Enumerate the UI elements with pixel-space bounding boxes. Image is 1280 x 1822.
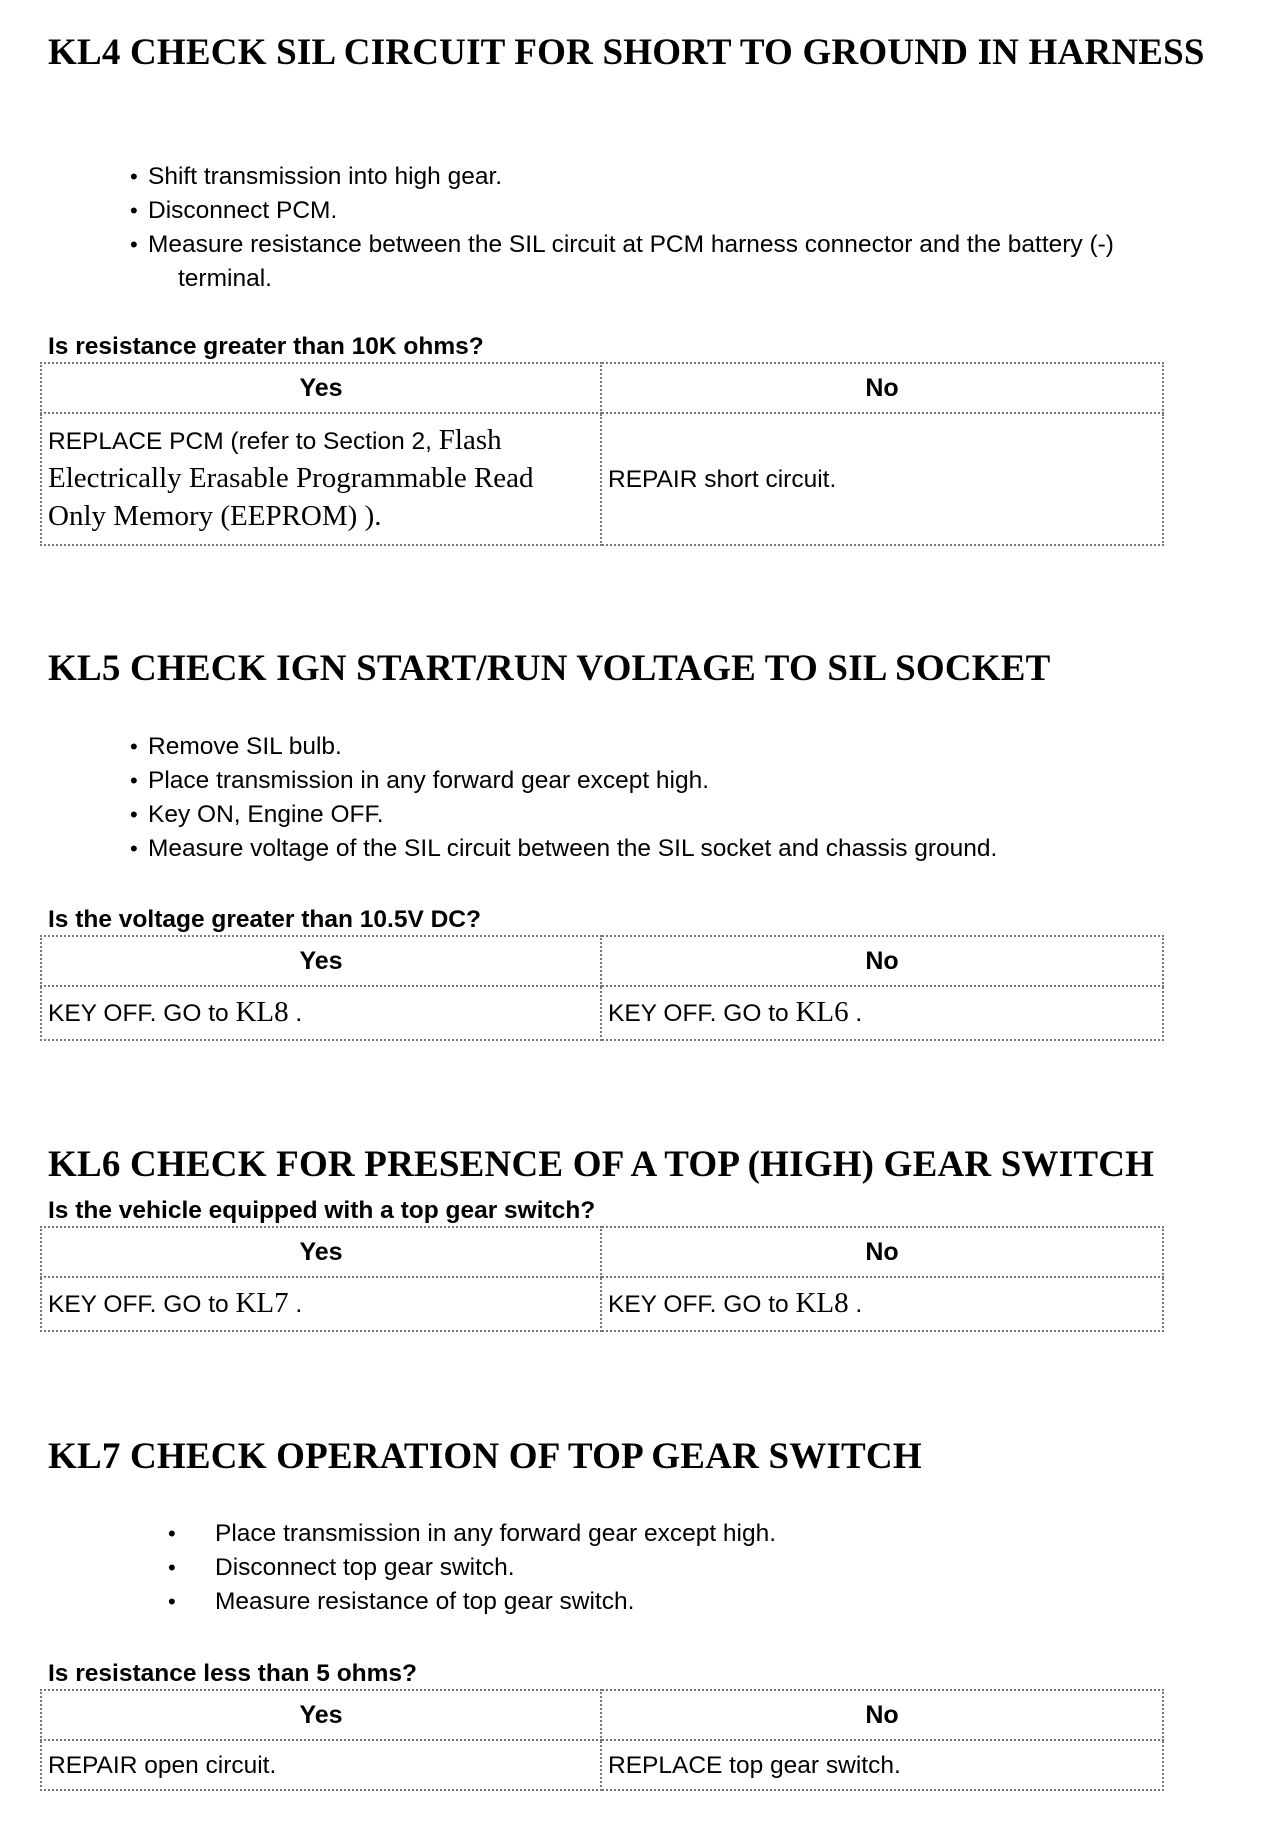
no-action: REPLACE top gear switch. — [601, 1740, 1163, 1790]
no-header: No — [601, 1227, 1163, 1277]
yes-action: REPAIR open circuit. — [41, 1740, 601, 1790]
kl5-steps — [130, 730, 1260, 866]
no-action: REPAIR short circuit. — [601, 413, 1163, 545]
no-action: KEY OFF. GO to KL8 . — [601, 1277, 1163, 1331]
kl6-link[interactable]: KL6 — [795, 996, 849, 1028]
yes-action: KEY OFF. GO to KL8 . — [41, 986, 601, 1040]
no-header: No — [601, 936, 1163, 986]
kl7-link[interactable]: KL7 — [235, 1287, 289, 1319]
list-item: • Shift transmission into high gear. — [130, 160, 1260, 194]
kl8-link[interactable]: KL8 — [795, 1287, 849, 1319]
kl6-answer-table — [40, 1226, 1164, 1332]
list-item: • Remove SIL bulb. — [130, 730, 1260, 764]
kl7-question: Is resistance less than 5 ohms? — [48, 1660, 418, 1687]
list-item: • Measure resistance between the SIL circuit at PCM harness connector and the battery (-) terminal. — [130, 228, 1260, 296]
list-item: • Disconnect PCM. — [130, 194, 1260, 228]
list-item: • Disconnect top gear switch. — [160, 1551, 1260, 1585]
kl8-link[interactable]: KL8 — [235, 996, 289, 1028]
list-item: • Measure resistance of top gear switch. — [160, 1585, 1260, 1619]
kl4-steps — [130, 160, 1260, 296]
kl4-title: KL4 CHECK SIL CIRCUIT FOR SHORT TO GROUND IN HARNESS — [48, 32, 1205, 73]
kl4-answer-table — [40, 362, 1164, 546]
list-item: • Measure voltage of the SIL circuit between the SIL socket and chassis ground. — [130, 832, 1260, 866]
kl7-title: KL7 CHECK OPERATION OF TOP GEAR SWITCH — [48, 1436, 922, 1477]
kl4-question: Is resistance greater than 10K ohms? — [48, 333, 484, 360]
kl5-title: KL5 CHECK IGN START/RUN VOLTAGE TO SIL SOCKET — [48, 648, 1051, 689]
list-item: • Key ON, Engine OFF. — [130, 798, 1260, 832]
kl6-question: Is the vehicle equipped with a top gear switch? — [48, 1197, 596, 1224]
no-action: KEY OFF. GO to KL6 . — [601, 986, 1163, 1040]
kl6-title: KL6 CHECK FOR PRESENCE OF A TOP (HIGH) GEAR SWITCH — [48, 1144, 1155, 1185]
yes-header: Yes — [41, 1690, 601, 1740]
eeprom-link[interactable]: Flash Electrically Erasable Programmable Read Only Memory (EEPROM) — [48, 424, 534, 532]
kl5-question: Is the voltage greater than 10.5V DC? — [48, 906, 481, 933]
yes-action: REPLACE PCM (refer to Section 2, Flash Electrically Erasable Programmable Read Only Memory (EEPROM) ). — [41, 413, 601, 545]
no-header: No — [601, 1690, 1163, 1740]
yes-header: Yes — [41, 363, 601, 413]
kl7-answer-table — [40, 1689, 1164, 1791]
yes-header: Yes — [41, 936, 601, 986]
list-item: • Place transmission in any forward gear except high. — [160, 1517, 1260, 1551]
kl5-answer-table — [40, 935, 1164, 1041]
kl7-steps — [160, 1517, 1260, 1619]
yes-header: Yes — [41, 1227, 601, 1277]
no-header: No — [601, 363, 1163, 413]
list-item: • Place transmission in any forward gear except high. — [130, 764, 1260, 798]
yes-action: KEY OFF. GO to KL7 . — [41, 1277, 601, 1331]
